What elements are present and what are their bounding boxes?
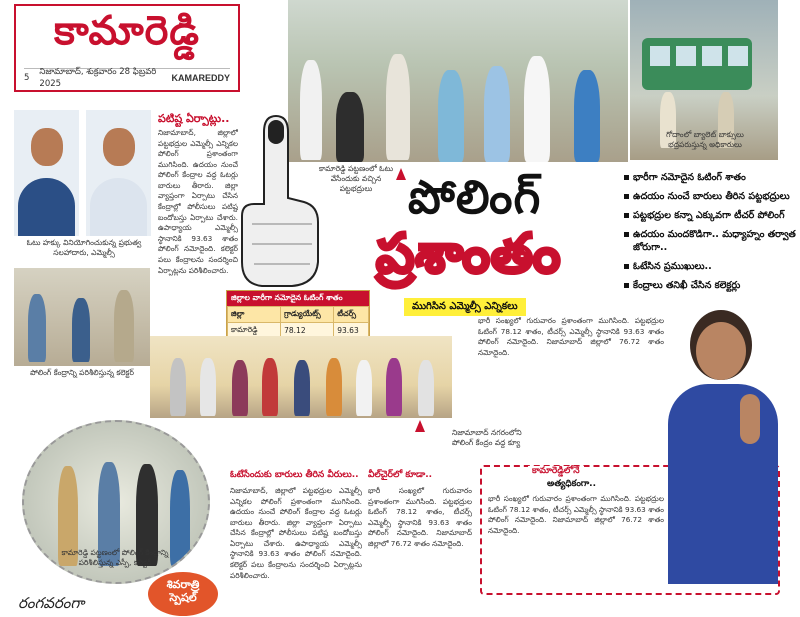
person (524, 56, 550, 162)
table-header: టీచర్స్ (334, 307, 369, 323)
person (72, 298, 90, 362)
bus-window (676, 46, 696, 66)
bus-window (702, 46, 722, 66)
table-header-row (228, 307, 369, 323)
masthead-dateline-bar (24, 66, 230, 89)
highlights-list (624, 172, 800, 299)
bus-window (650, 46, 670, 66)
face (31, 128, 63, 166)
lead-story-body: భారీ సంఖ్యలో గురువారం ప్రశాంతంగా ముగిసింది. పట్టభద్రుల ఓటింగ్ 78.12 శాతం, టీచర్స్ ఎమ్మెల్సీ స్థానానికి 93.63 శాతం పోలింగ్ నమోదైంది. నిజామాబాద్ జిల్లాలో 76.72 శాతం నమోదైంది. (478, 316, 664, 357)
highlight-item: భారీగా నమోదైన ఓటింగ్ శాతం (624, 172, 800, 185)
page-number: 5 (24, 72, 30, 83)
dateline: నిజామాబాద్, శుక్రవారం 28 ఫిబ్రవరి 2025 (39, 66, 157, 89)
story-body-mid: భారీ సంఖ్యలో గురువారం ప్రశాంతంగా ముగిసింది. పట్టభద్రుల ఓటింగ్ 78.12 శాతం, టీచర్స్ ఎమ్మెల్సీ స్థానానికి 93.63 శాతం పోలింగ్ నమోదైంది. నిజామాబాద్ జిల్లాలో 76.72 శాతం నమోదైంది. (368, 486, 472, 548)
table-cell: 78.12 (281, 323, 334, 339)
footer-word: రంగవరంగా (18, 594, 85, 612)
collector-inspection-photo (14, 268, 150, 366)
left-column-body: నిజామాబాద్, జిల్లాలో పట్టభద్రుల ఎమ్మెల్సీ ఎన్నికల పోలింగ్ ప్రశాంతంగా ముగిసింది. ఉదయం నుంచే పోలింగ్ కేంద్రాల వద్ద ఓటర్లు బారులు తీరారు. జిల్లా వ్యాప్తంగా ఏర్పాటు చేసిన కేంద్రాల్లో పోలీసులు పటిష్ట బందోబస్తు ఏర్పాటు చేశారు. ఉపాధ్యాయ ఎమ్మెల్సీ స్థానానికి 93.63 శాతం పోలింగ్ నమోదైంది. కలెక్టర్ పలు కేంద్రాలను సందర్శించి ఏర్పాట్లను పరిశీలించారు. (158, 128, 238, 275)
story-heading-mid: వీల్‌చైర్‌లో కూడా.. (368, 470, 433, 480)
saree (668, 384, 778, 584)
queue-caption: నిజామాబాద్ నగరంలోని పోలింగ్ కేంద్రం వద్ద క్యూ (452, 428, 522, 447)
ink-mark (268, 120, 284, 144)
person (438, 70, 464, 162)
person (484, 66, 510, 162)
highlight-item: ఓటేసిన ప్రముఖులు.. (624, 261, 800, 274)
person (294, 360, 310, 416)
body (18, 178, 75, 236)
highlight-title: కామారెడ్డిలోనే (528, 466, 584, 478)
person (232, 360, 248, 416)
candidates-caption: ఓటు హక్కు వినియోగించుకున్న ప్రభుత్వ సలహాదారు, ఎమ్మెల్సీ (26, 238, 142, 257)
story-heading-left: ఓటేసేందుకు బారులు తీరిన వీరులు.. (230, 470, 359, 480)
special-badge (148, 572, 218, 616)
highlight-item: ఉదయం మందకొడిగా.. మధ్యాహ్నం తర్వాత జోరుగా.. (624, 229, 800, 255)
highlight-body: భారీ సంఖ్యలో గురువారం ప్రశాంతంగా ముగిసింది. పట్టభద్రుల ఓటింగ్ 78.12 శాతం, టీచర్స్ ఎమ్మెల్సీ స్థానానికి 93.63 శాతం పోలింగ్ నమోదైంది. నిజామాబాద్ జిల్లాలో 76.72 శాతం నమోదైంది. (488, 494, 664, 535)
person (418, 360, 434, 416)
headline-line1: పోలింగ్ (408, 170, 542, 224)
headline-line2: ప్రశాంతం (376, 222, 562, 285)
person (170, 470, 190, 566)
masthead-title: కామారెడ్డి (54, 8, 200, 54)
queue-photo (150, 336, 452, 418)
official-portrait (668, 304, 778, 584)
headline-deck: ముగిసిన ఎమ్మెల్సీ ఎన్నికలు (404, 298, 526, 316)
bus-caption: గోదాంలో బ్యాలెట్ బాక్సులు భద్రపరుస్తున్న అధికారులు (666, 130, 744, 149)
collector-caption: పోలింగ్ కేంద్రాన్ని పరిశీలిస్తున్న కలెక్టర్ (30, 368, 134, 377)
candidate-photo-2 (86, 110, 151, 236)
candidate-photo-1 (14, 110, 79, 236)
body (90, 178, 147, 236)
person (386, 358, 402, 416)
highlight-item: పట్టభద్రుల కన్నా ఎక్కువగా టీచర్ పోలింగ్ (624, 210, 800, 223)
highlight-item: ఉదయం నుంచే బారులు తీరిన పట్టభద్రులు (624, 191, 800, 204)
raised-finger (740, 394, 760, 444)
left-column-heading: పటిష్ట ఏర్పాట్లు.. (158, 112, 230, 125)
person (170, 358, 186, 416)
crowd-caption: కామారెడ్డి పట్టణంలో ఓటు వేసేందుకు వచ్చిన పట్టభద్రులు (318, 164, 394, 193)
edition-tag: KAMAREDDY (171, 72, 230, 83)
pointer-icon (415, 420, 425, 432)
circle-caption: కామారెడ్డి పట్టణంలో పోలింగ్ కేంద్రాన్ని పరిశీలిస్తున్న ఎస్పీ, కలెక్టర్ (61, 548, 169, 567)
inked-finger-illustration (232, 112, 342, 288)
table-cell: 93.63 (334, 323, 369, 339)
person (28, 294, 46, 362)
table-header: జిల్లా (228, 307, 281, 323)
story-body-left: నిజామాబాద్, జిల్లాలో పట్టభద్రుల ఎమ్మెల్సీ ఎన్నికల పోలింగ్ ప్రశాంతంగా ముగిసింది. ఉదయం నుంచే పోలింగ్ కేంద్రాల వద్ద ఓటర్లు బారులు తీరారు. జిల్లా వ్యాప్తంగా ఏర్పాటు చేసిన కేంద్రాల్లో పోలీసులు పటిష్ట బందోబస్తు ఏర్పాటు చేశారు. ఉపాధ్యాయ ఎమ్మెల్సీ స్థానానికి 93.63 శాతం పోలింగ్ నమోదైంది. కలెక్టర్ పలు కేంద్రాలను సందర్శించి ఏర్పాట్లను పరిశీలించారు. (230, 486, 362, 580)
table-title: జిల్లాల వారీగా నమోదైన ఓటింగ్ శాతం (227, 291, 369, 306)
person (262, 358, 278, 416)
bus-window (728, 46, 748, 66)
badge-line1: శివరాత్రి (166, 578, 200, 591)
person (200, 358, 216, 416)
highlight-item: కేంద్రాలు తనిఖీ చేసిన కలెక్టర్లు (624, 280, 800, 293)
bus (642, 38, 752, 90)
person (114, 290, 134, 362)
face (103, 128, 135, 166)
table-header: గ్రాడ్యుయేట్స్ (281, 307, 334, 323)
badge-line2: స్పెషల్ (169, 591, 197, 605)
masthead (14, 4, 240, 92)
pointer-icon (396, 168, 406, 180)
person (386, 54, 410, 160)
face (696, 322, 746, 380)
highlight-subtitle: అత్యధికంగా.. (547, 479, 597, 489)
person (574, 70, 600, 162)
table-cell: కామారెడ్డి (228, 323, 281, 339)
person (356, 360, 372, 416)
person (326, 358, 342, 416)
